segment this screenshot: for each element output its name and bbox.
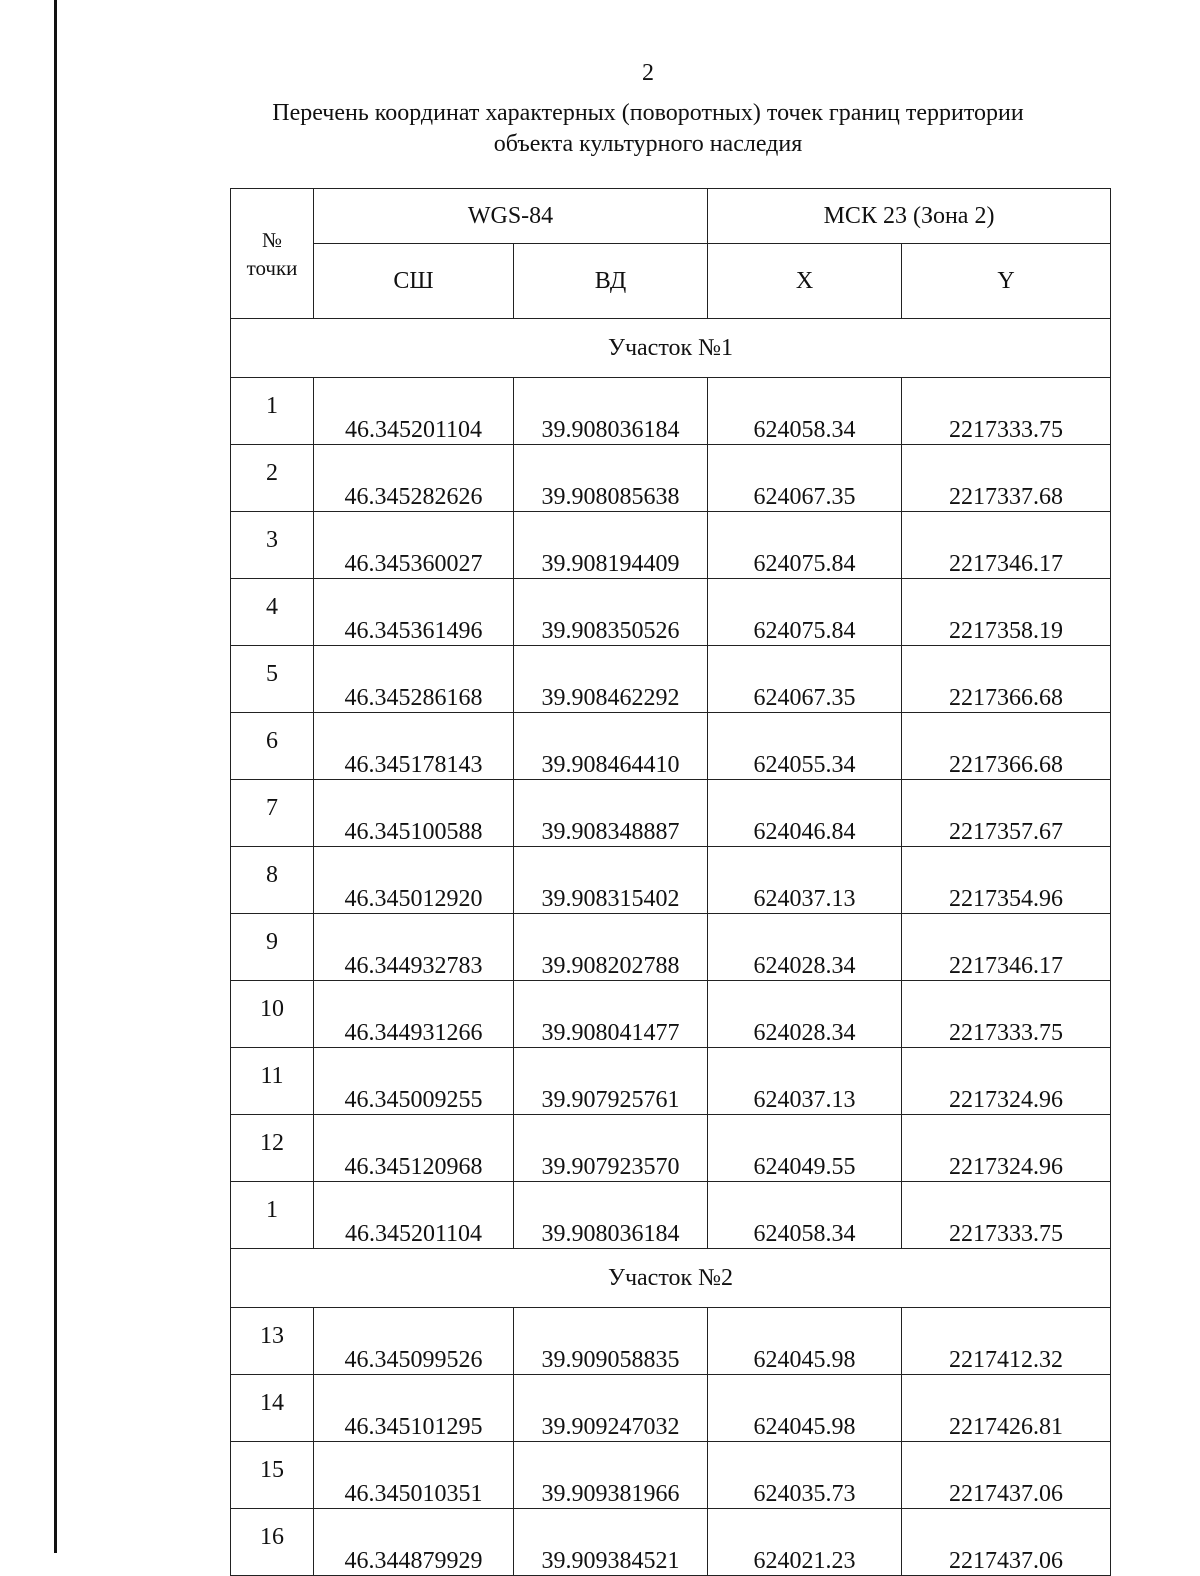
section-header-row <box>231 1249 1111 1308</box>
x-cell: 624028.34 <box>708 914 902 981</box>
y-cell: 2217346.17 <box>902 914 1111 981</box>
longitude-cell: 39.908085638 <box>514 445 708 512</box>
page-number: 2 <box>642 60 654 86</box>
y-cell: 2217324.96 <box>902 1115 1111 1182</box>
latitude-cell: 46.344879929 <box>314 1509 514 1576</box>
x-cell: 624045.98 <box>708 1375 902 1442</box>
y-cell: 2217324.96 <box>902 1048 1111 1115</box>
x-cell: 624045.98 <box>708 1308 902 1375</box>
latitude-cell: 46.345012920 <box>314 847 514 914</box>
header-longitude: ВД <box>514 244 708 319</box>
point-number-cell: 10 <box>231 981 314 1048</box>
x-cell: 624035.73 <box>708 1442 902 1509</box>
y-cell: 2217366.68 <box>902 713 1111 780</box>
point-number-cell: 3 <box>231 512 314 579</box>
table-row <box>231 646 1111 713</box>
x-cell: 624067.35 <box>708 445 902 512</box>
y-cell: 2217412.32 <box>902 1308 1111 1375</box>
point-number-cell: 9 <box>231 914 314 981</box>
x-cell: 624055.34 <box>708 713 902 780</box>
point-number-cell: 11 <box>231 1048 314 1115</box>
y-cell: 2217354.96 <box>902 847 1111 914</box>
longitude-cell: 39.908202788 <box>514 914 708 981</box>
point-number-cell: 13 <box>231 1308 314 1375</box>
x-cell: 624028.34 <box>708 981 902 1048</box>
y-cell: 2217358.19 <box>902 579 1111 646</box>
table-row <box>231 780 1111 847</box>
longitude-cell: 39.908036184 <box>514 1182 708 1249</box>
document-title-line-1: Перечень координат характерных (поворотных) точек границ территории <box>272 100 1024 126</box>
y-cell: 2217333.75 <box>902 1182 1111 1249</box>
section-title: Участок №2 <box>231 1249 1111 1308</box>
y-cell: 2217346.17 <box>902 512 1111 579</box>
longitude-cell: 39.908315402 <box>514 847 708 914</box>
x-cell: 624037.13 <box>708 847 902 914</box>
table-row <box>231 847 1111 914</box>
table-row <box>231 579 1111 646</box>
latitude-cell: 46.345361496 <box>314 579 514 646</box>
point-number-cell: 7 <box>231 780 314 847</box>
x-cell: 624037.13 <box>708 1048 902 1115</box>
longitude-cell: 39.908464410 <box>514 713 708 780</box>
table-row <box>231 1115 1111 1182</box>
y-cell: 2217366.68 <box>902 646 1111 713</box>
longitude-cell: 39.908348887 <box>514 780 708 847</box>
table-row <box>231 512 1111 579</box>
y-cell: 2217337.68 <box>902 445 1111 512</box>
latitude-cell: 46.345178143 <box>314 713 514 780</box>
header-group-wgs84: WGS-84 <box>314 189 708 244</box>
latitude-cell: 46.344932783 <box>314 914 514 981</box>
point-number-cell: 4 <box>231 579 314 646</box>
table-row <box>231 1509 1111 1576</box>
longitude-cell: 39.909381966 <box>514 1442 708 1509</box>
coordinates-table <box>230 188 1111 1576</box>
section-title: Участок №1 <box>231 319 1111 378</box>
longitude-cell: 39.908036184 <box>514 378 708 445</box>
header-latitude: СШ <box>314 244 514 319</box>
x-cell: 624058.34 <box>708 378 902 445</box>
document-title-line-2: объекта культурного наследия <box>493 131 803 157</box>
point-number-cell: 12 <box>231 1115 314 1182</box>
x-cell: 624075.84 <box>708 512 902 579</box>
latitude-cell: 46.345099526 <box>314 1308 514 1375</box>
table-header-row <box>231 189 1111 244</box>
x-cell: 624058.34 <box>708 1182 902 1249</box>
header-y: Y <box>902 244 1111 319</box>
y-cell: 2217437.06 <box>902 1442 1111 1509</box>
latitude-cell: 46.345286168 <box>314 646 514 713</box>
latitude-cell: 46.345201104 <box>314 378 514 445</box>
y-cell: 2217333.75 <box>902 378 1111 445</box>
latitude-cell: 46.345101295 <box>314 1375 514 1442</box>
longitude-cell: 39.909384521 <box>514 1509 708 1576</box>
table-row <box>231 445 1111 512</box>
x-cell: 624067.35 <box>708 646 902 713</box>
y-cell: 2217333.75 <box>902 981 1111 1048</box>
latitude-cell: 46.345120968 <box>314 1115 514 1182</box>
table-row <box>231 1048 1111 1115</box>
y-cell: 2217426.81 <box>902 1375 1111 1442</box>
x-cell: 624046.84 <box>708 780 902 847</box>
point-number-cell: 15 <box>231 1442 314 1509</box>
longitude-cell: 39.908194409 <box>514 512 708 579</box>
longitude-cell: 39.908350526 <box>514 579 708 646</box>
longitude-cell: 39.908041477 <box>514 981 708 1048</box>
table-row <box>231 713 1111 780</box>
x-cell: 624049.55 <box>708 1115 902 1182</box>
y-cell: 2217437.06 <box>902 1509 1111 1576</box>
table-row <box>231 914 1111 981</box>
y-cell: 2217357.67 <box>902 780 1111 847</box>
section-header-row <box>231 319 1111 378</box>
table-row <box>231 1375 1111 1442</box>
table-row <box>231 1442 1111 1509</box>
table-subheader-row <box>231 244 1111 319</box>
header-point-number-symbol: № <box>261 227 283 252</box>
longitude-cell: 39.909058835 <box>514 1308 708 1375</box>
point-number-cell: 16 <box>231 1509 314 1576</box>
header-x: X <box>708 244 902 319</box>
point-number-cell: 1 <box>231 1182 314 1249</box>
latitude-cell: 46.345100588 <box>314 780 514 847</box>
latitude-cell: 46.345360027 <box>314 512 514 579</box>
latitude-cell: 46.345009255 <box>314 1048 514 1115</box>
table-row <box>231 1308 1111 1375</box>
longitude-cell: 39.907923570 <box>514 1115 708 1182</box>
x-cell: 624075.84 <box>708 579 902 646</box>
latitude-cell: 46.345201104 <box>314 1182 514 1249</box>
table-row <box>231 1182 1111 1249</box>
document-title <box>200 98 1096 160</box>
point-number-cell: 8 <box>231 847 314 914</box>
table-row <box>231 981 1111 1048</box>
longitude-cell: 39.908462292 <box>514 646 708 713</box>
latitude-cell: 46.345010351 <box>314 1442 514 1509</box>
table-row <box>231 378 1111 445</box>
longitude-cell: 39.907925761 <box>514 1048 708 1115</box>
point-number-cell: 14 <box>231 1375 314 1442</box>
point-number-cell: 1 <box>231 378 314 445</box>
header-point-number <box>231 189 314 319</box>
x-cell: 624021.23 <box>708 1509 902 1576</box>
header-point-number-word: точки <box>246 255 298 280</box>
longitude-cell: 39.909247032 <box>514 1375 708 1442</box>
point-number-cell: 5 <box>231 646 314 713</box>
header-group-msk23: МСК 23 (Зона 2) <box>708 189 1111 244</box>
point-number-cell: 2 <box>231 445 314 512</box>
latitude-cell: 46.344931266 <box>314 981 514 1048</box>
point-number-cell: 6 <box>231 713 314 780</box>
latitude-cell: 46.345282626 <box>314 445 514 512</box>
left-margin-rule <box>54 0 57 1553</box>
